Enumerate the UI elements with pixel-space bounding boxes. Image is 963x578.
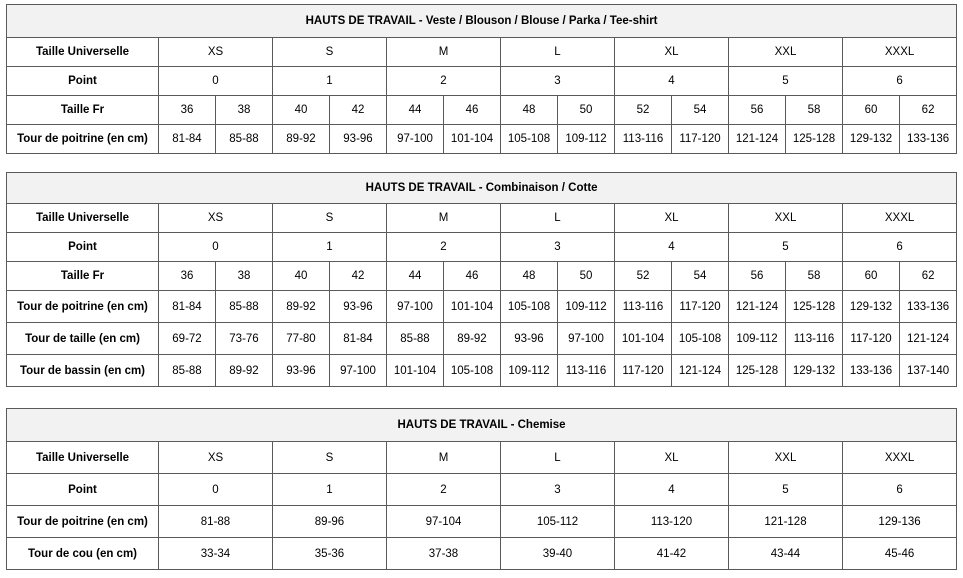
table-cell: 129-132 xyxy=(843,125,900,154)
table-cell: 42 xyxy=(330,262,387,291)
table-cell: L xyxy=(501,442,615,474)
table-cell: 93-96 xyxy=(273,355,330,387)
table-cell: 105-108 xyxy=(501,291,558,323)
table-row xyxy=(7,538,957,570)
table-cell: 89-92 xyxy=(216,355,273,387)
table-cell: XXXL xyxy=(843,442,957,474)
table-cell: S xyxy=(273,204,387,233)
table-cell: 6 xyxy=(843,233,957,262)
table-cell: 105-108 xyxy=(672,323,729,355)
table-row xyxy=(7,67,957,96)
table-cell: 101-104 xyxy=(444,125,501,154)
table-cell: 43-44 xyxy=(729,538,843,570)
table-cell: 97-100 xyxy=(387,125,444,154)
table-title: HAUTS DE TRAVAIL - Veste / Blouson / Blouse / Parka / Tee-shirt xyxy=(7,5,957,38)
table-cell: 109-112 xyxy=(558,291,615,323)
table-title: HAUTS DE TRAVAIL - Combinaison / Cotte xyxy=(7,173,957,204)
row-label-taille-fr: Taille Fr xyxy=(7,96,159,125)
table-cell: 73-76 xyxy=(216,323,273,355)
table-cell: 121-128 xyxy=(729,506,843,538)
table-cell: 113-116 xyxy=(615,291,672,323)
table-cell: 56 xyxy=(729,96,786,125)
table-cell: 109-112 xyxy=(558,125,615,154)
table-cell: 89-96 xyxy=(273,506,387,538)
table-cell: 69-72 xyxy=(159,323,216,355)
row-label-taille-fr: Taille Fr xyxy=(7,262,159,291)
table-cell: 113-116 xyxy=(615,125,672,154)
table-title-row xyxy=(7,173,957,204)
table-cell: 46 xyxy=(444,262,501,291)
table-cell: 0 xyxy=(159,233,273,262)
table-cell: 117-120 xyxy=(843,323,900,355)
table-cell: 101-104 xyxy=(387,355,444,387)
table-cell: 81-88 xyxy=(159,506,273,538)
table-row xyxy=(7,96,957,125)
table-row xyxy=(7,125,957,154)
table-cell: 1 xyxy=(273,233,387,262)
table-cell: 46 xyxy=(444,96,501,125)
table-cell: XL xyxy=(615,38,729,67)
table-cell: 62 xyxy=(900,96,957,125)
row-label-tour-de-poitrine-en-cm: Tour de poitrine (en cm) xyxy=(7,125,159,154)
table-cell: 50 xyxy=(558,96,615,125)
table-row xyxy=(7,291,957,323)
table-cell: 81-84 xyxy=(159,291,216,323)
table-cell: S xyxy=(273,442,387,474)
table-row xyxy=(7,355,957,387)
table-cell: 81-84 xyxy=(159,125,216,154)
table-cell: 4 xyxy=(615,233,729,262)
table-cell: 113-116 xyxy=(558,355,615,387)
table-cell: 89-92 xyxy=(273,125,330,154)
table-cell: 117-120 xyxy=(615,355,672,387)
table-cell: XS xyxy=(159,204,273,233)
table-cell: 42 xyxy=(330,96,387,125)
table-cell: 121-124 xyxy=(672,355,729,387)
table-cell: 60 xyxy=(843,96,900,125)
table-cell: 97-100 xyxy=(330,355,387,387)
table-cell: XXL xyxy=(729,38,843,67)
table-cell: XXL xyxy=(729,442,843,474)
table-cell: 89-92 xyxy=(273,291,330,323)
table-cell: 121-124 xyxy=(729,291,786,323)
table-cell: 44 xyxy=(387,262,444,291)
table-cell: XS xyxy=(159,38,273,67)
size-table-chemise xyxy=(6,408,957,570)
table-row xyxy=(7,474,957,506)
table-cell: 121-124 xyxy=(900,323,957,355)
row-label-point: Point xyxy=(7,233,159,262)
table-cell: 133-136 xyxy=(843,355,900,387)
table-cell: 36 xyxy=(159,96,216,125)
size-table-veste xyxy=(6,4,957,154)
table-cell: 58 xyxy=(786,262,843,291)
table-cell: 3 xyxy=(501,67,615,96)
table-cell: M xyxy=(387,442,501,474)
table-cell: M xyxy=(387,38,501,67)
table-cell: L xyxy=(501,204,615,233)
table-cell: 97-104 xyxy=(387,506,501,538)
table-row xyxy=(7,38,957,67)
table-cell: 105-112 xyxy=(501,506,615,538)
table-cell: 60 xyxy=(843,262,900,291)
table-cell: 129-132 xyxy=(843,291,900,323)
table-cell: 6 xyxy=(843,67,957,96)
table-cell: 129-132 xyxy=(786,355,843,387)
table-cell: 5 xyxy=(729,233,843,262)
table-cell: 48 xyxy=(501,96,558,125)
table-title: HAUTS DE TRAVAIL - Chemise xyxy=(7,409,957,442)
table-cell: 5 xyxy=(729,474,843,506)
table-cell: 117-120 xyxy=(672,125,729,154)
table-row xyxy=(7,323,957,355)
table-cell: 113-120 xyxy=(615,506,729,538)
table-cell: 97-100 xyxy=(387,291,444,323)
table-cell: 38 xyxy=(216,96,273,125)
table-cell: 4 xyxy=(615,474,729,506)
table-cell: 85-88 xyxy=(216,291,273,323)
table-cell: 137-140 xyxy=(900,355,957,387)
table-cell: 1 xyxy=(273,67,387,96)
table-cell: 48 xyxy=(501,262,558,291)
table-cell: 97-100 xyxy=(558,323,615,355)
row-label-tour-de-poitrine-en-cm: Tour de poitrine (en cm) xyxy=(7,506,159,538)
table-cell: 133-136 xyxy=(900,291,957,323)
table-cell: 5 xyxy=(729,67,843,96)
table-cell: 133-136 xyxy=(900,125,957,154)
row-label-point: Point xyxy=(7,474,159,506)
table-title-row xyxy=(7,5,957,38)
row-label-tour-de-cou-en-cm: Tour de cou (en cm) xyxy=(7,538,159,570)
table-cell: 52 xyxy=(615,96,672,125)
table-cell: XXL xyxy=(729,204,843,233)
table-cell: 129-136 xyxy=(843,506,957,538)
table-cell: 62 xyxy=(900,262,957,291)
table-cell: 89-92 xyxy=(444,323,501,355)
table-cell: XXXL xyxy=(843,204,957,233)
table-cell: 36 xyxy=(159,262,216,291)
table-cell: 125-128 xyxy=(786,125,843,154)
table-cell: 109-112 xyxy=(729,323,786,355)
table-cell: 37-38 xyxy=(387,538,501,570)
table-cell: 45-46 xyxy=(843,538,957,570)
table-cell: 93-96 xyxy=(501,323,558,355)
table-row xyxy=(7,442,957,474)
table-cell: 39-40 xyxy=(501,538,615,570)
table-cell: 35-36 xyxy=(273,538,387,570)
table-cell: 81-84 xyxy=(330,323,387,355)
table-cell: 2 xyxy=(387,474,501,506)
table-cell: 3 xyxy=(501,233,615,262)
table-cell: 85-88 xyxy=(159,355,216,387)
table-cell: 2 xyxy=(387,233,501,262)
table-cell: 44 xyxy=(387,96,444,125)
table-cell: L xyxy=(501,38,615,67)
table-cell: 38 xyxy=(216,262,273,291)
table-row xyxy=(7,233,957,262)
table-cell: 125-128 xyxy=(729,355,786,387)
row-label-tour-de-taille-en-cm: Tour de taille (en cm) xyxy=(7,323,159,355)
table-cell: 0 xyxy=(159,474,273,506)
table-cell: 85-88 xyxy=(216,125,273,154)
table-cell: 3 xyxy=(501,474,615,506)
table-cell: 121-124 xyxy=(729,125,786,154)
table-cell: XL xyxy=(615,204,729,233)
table-cell: 56 xyxy=(729,262,786,291)
table-cell: 77-80 xyxy=(273,323,330,355)
size-table-combinaison xyxy=(6,172,957,387)
table-cell: 33-34 xyxy=(159,538,273,570)
table-cell: M xyxy=(387,204,501,233)
table-cell: 41-42 xyxy=(615,538,729,570)
table-cell: 40 xyxy=(273,96,330,125)
table-cell: 54 xyxy=(672,262,729,291)
table-cell: S xyxy=(273,38,387,67)
table-cell: 50 xyxy=(558,262,615,291)
table-title-row xyxy=(7,409,957,442)
table-cell: 6 xyxy=(843,474,957,506)
table-cell: 125-128 xyxy=(786,291,843,323)
table-cell: 2 xyxy=(387,67,501,96)
table-cell: 105-108 xyxy=(501,125,558,154)
table-cell: XL xyxy=(615,442,729,474)
row-label-taille-universelle: Taille Universelle xyxy=(7,38,159,67)
table-cell: 105-108 xyxy=(444,355,501,387)
table-cell: 85-88 xyxy=(387,323,444,355)
table-cell: 1 xyxy=(273,474,387,506)
row-label-taille-universelle: Taille Universelle xyxy=(7,204,159,233)
table-row xyxy=(7,204,957,233)
row-label-tour-de-poitrine-en-cm: Tour de poitrine (en cm) xyxy=(7,291,159,323)
table-cell: 101-104 xyxy=(615,323,672,355)
table-cell: 40 xyxy=(273,262,330,291)
table-cell: 4 xyxy=(615,67,729,96)
table-cell: 0 xyxy=(159,67,273,96)
table-cell: 117-120 xyxy=(672,291,729,323)
row-label-point: Point xyxy=(7,67,159,96)
row-label-taille-universelle: Taille Universelle xyxy=(7,442,159,474)
table-cell: 93-96 xyxy=(330,291,387,323)
table-cell: 58 xyxy=(786,96,843,125)
table-cell: XS xyxy=(159,442,273,474)
table-cell: 113-116 xyxy=(786,323,843,355)
table-cell: 101-104 xyxy=(444,291,501,323)
table-row xyxy=(7,506,957,538)
table-cell: 52 xyxy=(615,262,672,291)
table-cell: XXXL xyxy=(843,38,957,67)
table-cell: 109-112 xyxy=(501,355,558,387)
table-cell: 93-96 xyxy=(330,125,387,154)
row-label-tour-de-bassin-en-cm: Tour de bassin (en cm) xyxy=(7,355,159,387)
table-cell: 54 xyxy=(672,96,729,125)
table-row xyxy=(7,262,957,291)
